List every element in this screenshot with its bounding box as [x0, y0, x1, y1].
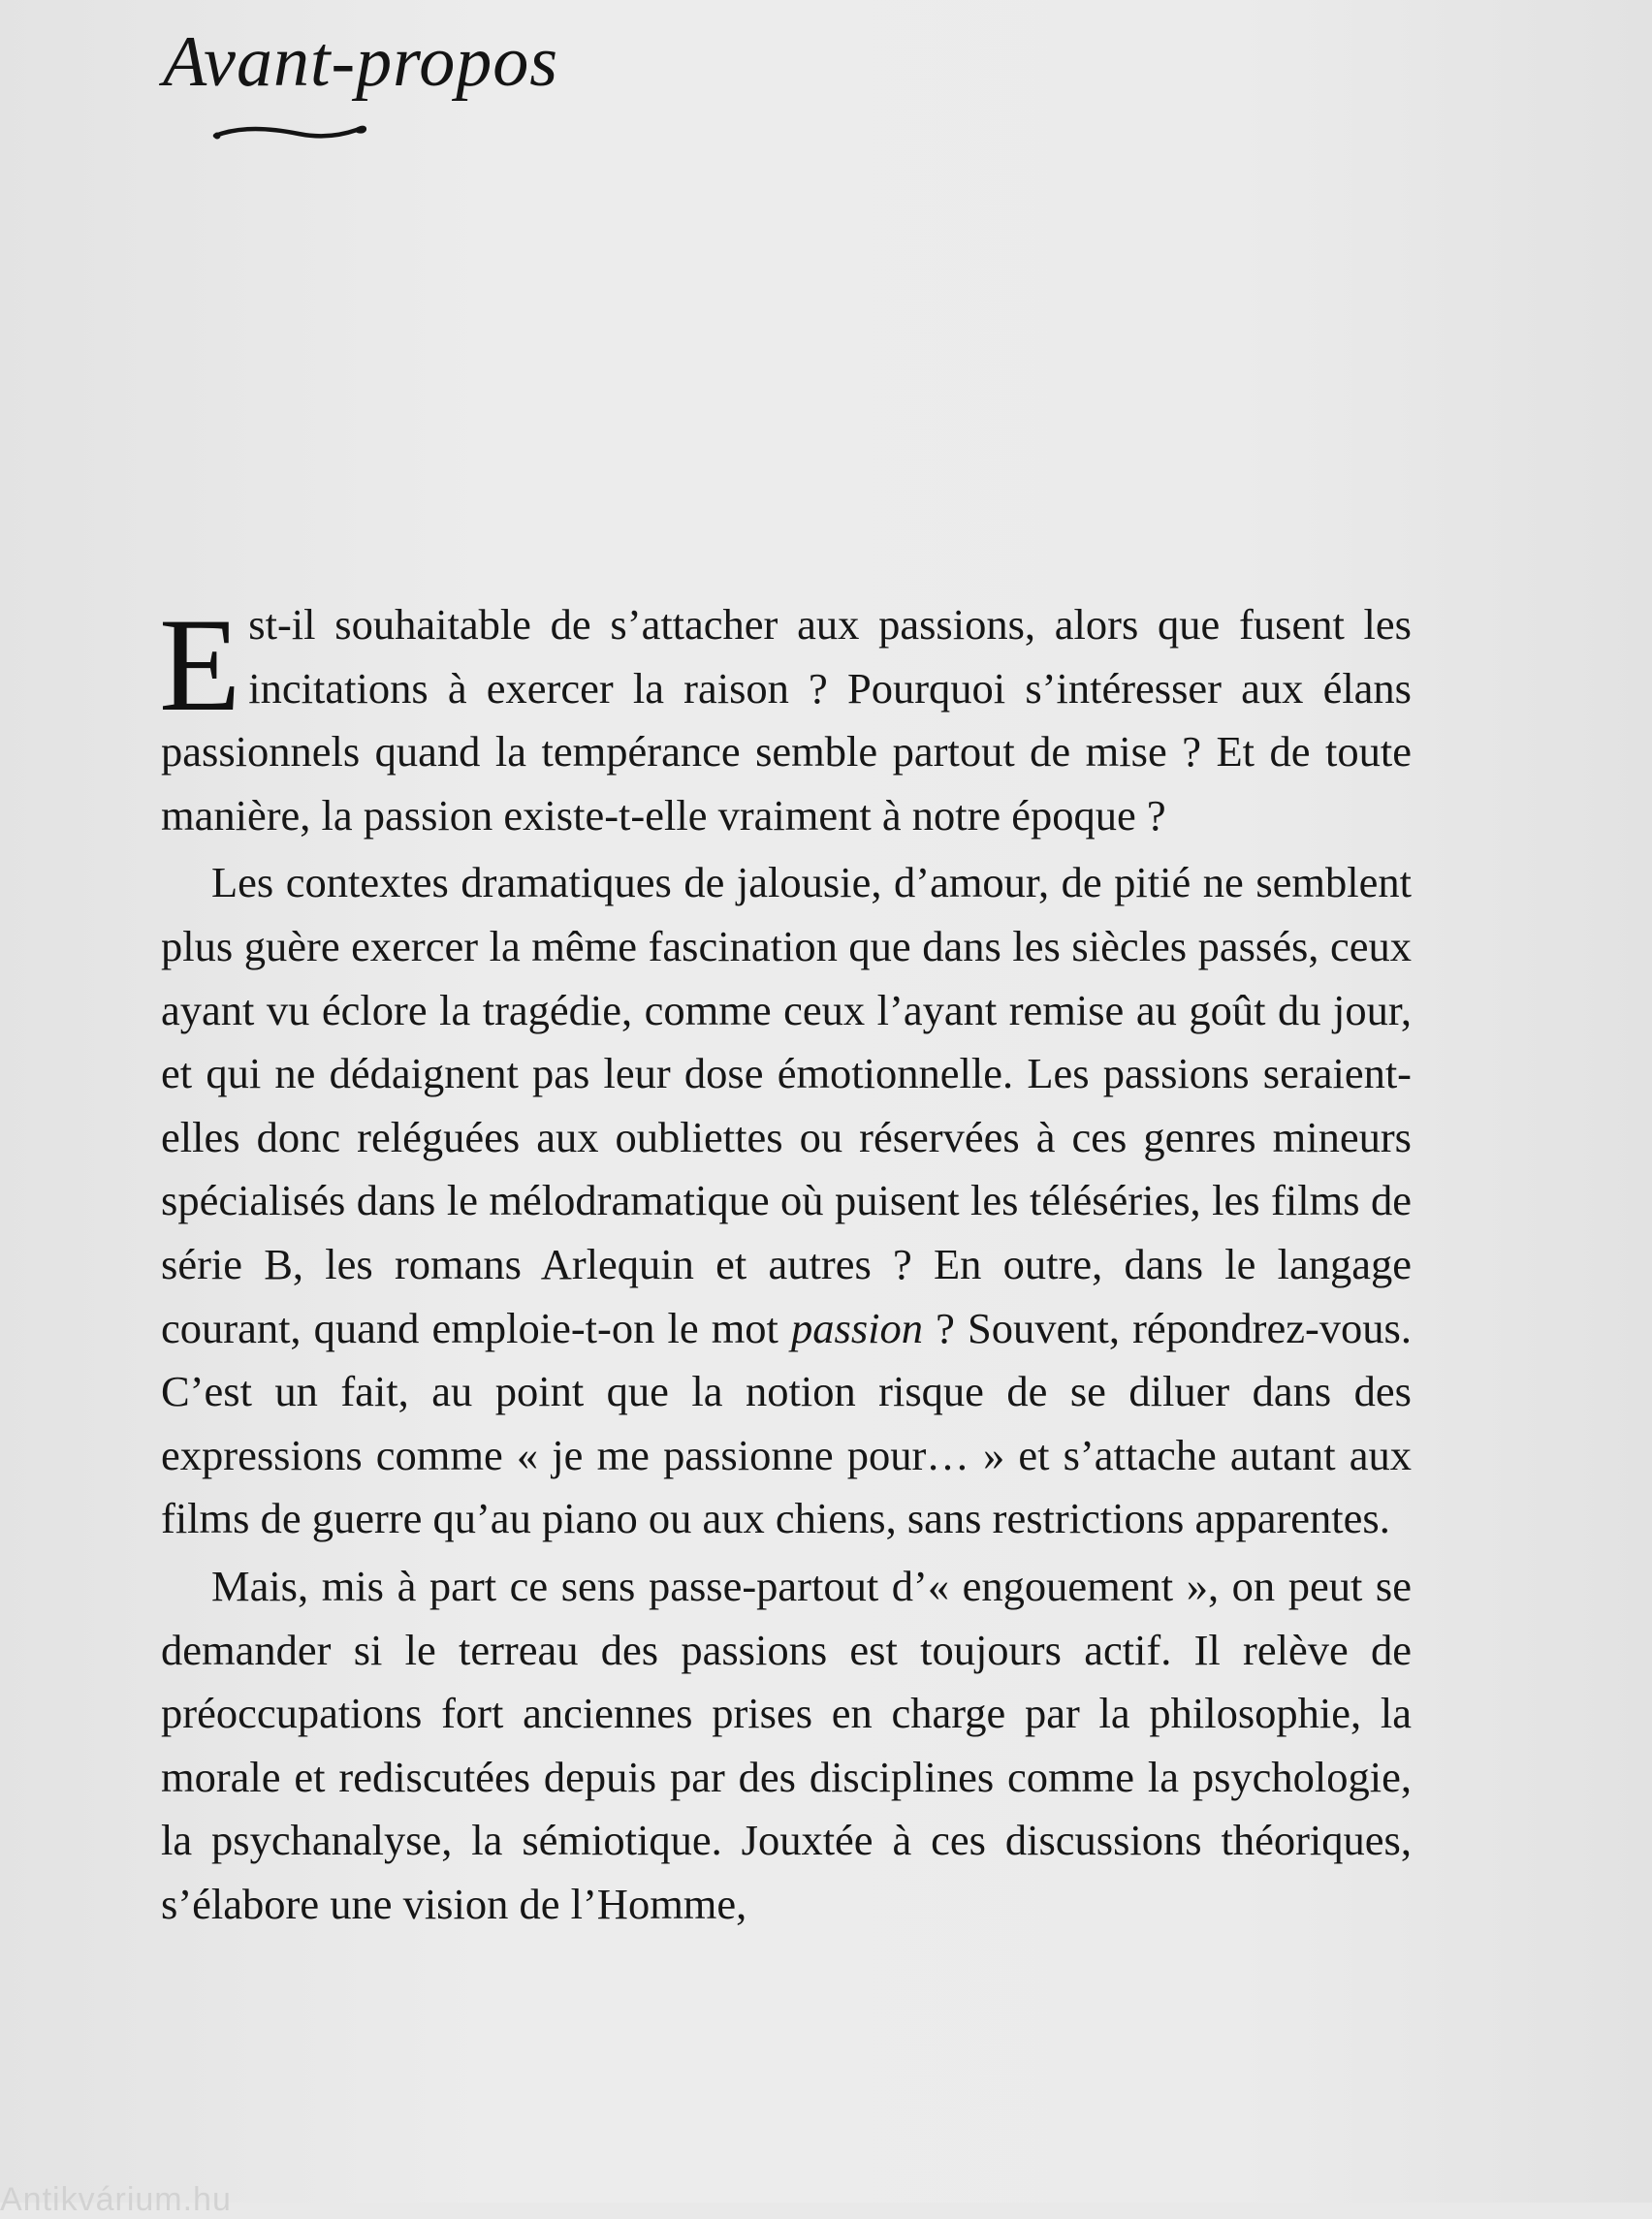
- drop-cap: E: [159, 590, 241, 739]
- paragraph-1-text: st-il souhaitable de s’attacher aux passions, alors que fusent les incitations à exercer la raison ? Pourquoi s’intéresser aux élans passionnels quand la tempérance semble partout de mise ? Et de toute manière, la passion existe-t-elle vraiment à notre époque ?: [161, 600, 1412, 840]
- paragraph-1: [159, 590, 1412, 847]
- watermark: Antikvárium.hu: [0, 2181, 232, 2218]
- chapter-title: Avant-propos: [163, 22, 559, 102]
- paragraph-2: [161, 851, 1412, 1551]
- paragraph-2-text-a: Les contextes dramatiques de jalousie, d’amour, de pitié ne semblent plus guère exercer la même fascination que dans les siècles passés, ceux ayant vu éclore la tragédie, comme ceux l’ayant remise au goût du jour, et qui ne dédaignent pas leur dose émotionnelle. Les passions seraient-elles donc reléguées aux oubliettes ou réservées à ces genres mineurs spécialisés dans le mélodramatique où puisent les téléséries, les films de série B, les romans Arlequin et autres ? En outre, dans le langage courant, quand emploie-t-on le mot: [161, 858, 1412, 1352]
- paragraph-3: Mais, mis à part ce sens passe-partout d’« engouement », on peut se demander si le terreau des passions est toujours actif. Il relève de préoccupations fort anciennes prises en charge par la philosophie, la morale et rediscutées depuis par des disciplines comme la psychologie, la psychanalyse, la sémiotique. Jouxtée à ces discussions théoriques, s’élabore une vision de l’Homme,: [161, 1561, 1412, 1928]
- title-flourish-ornament: [211, 118, 366, 143]
- body-text: [159, 590, 1412, 1936]
- paragraph-2-text-b: ? Souvent, répondrez-vous. C’est un fait, au point que la notion risque de se diluer dans des expressions comme « je me passionne pour… » et s’attache autant aux films de guerre qu’au piano ou aux chiens, sans restrictions apparentes.: [161, 1303, 1412, 1543]
- emphasized-word: passion: [791, 1303, 924, 1352]
